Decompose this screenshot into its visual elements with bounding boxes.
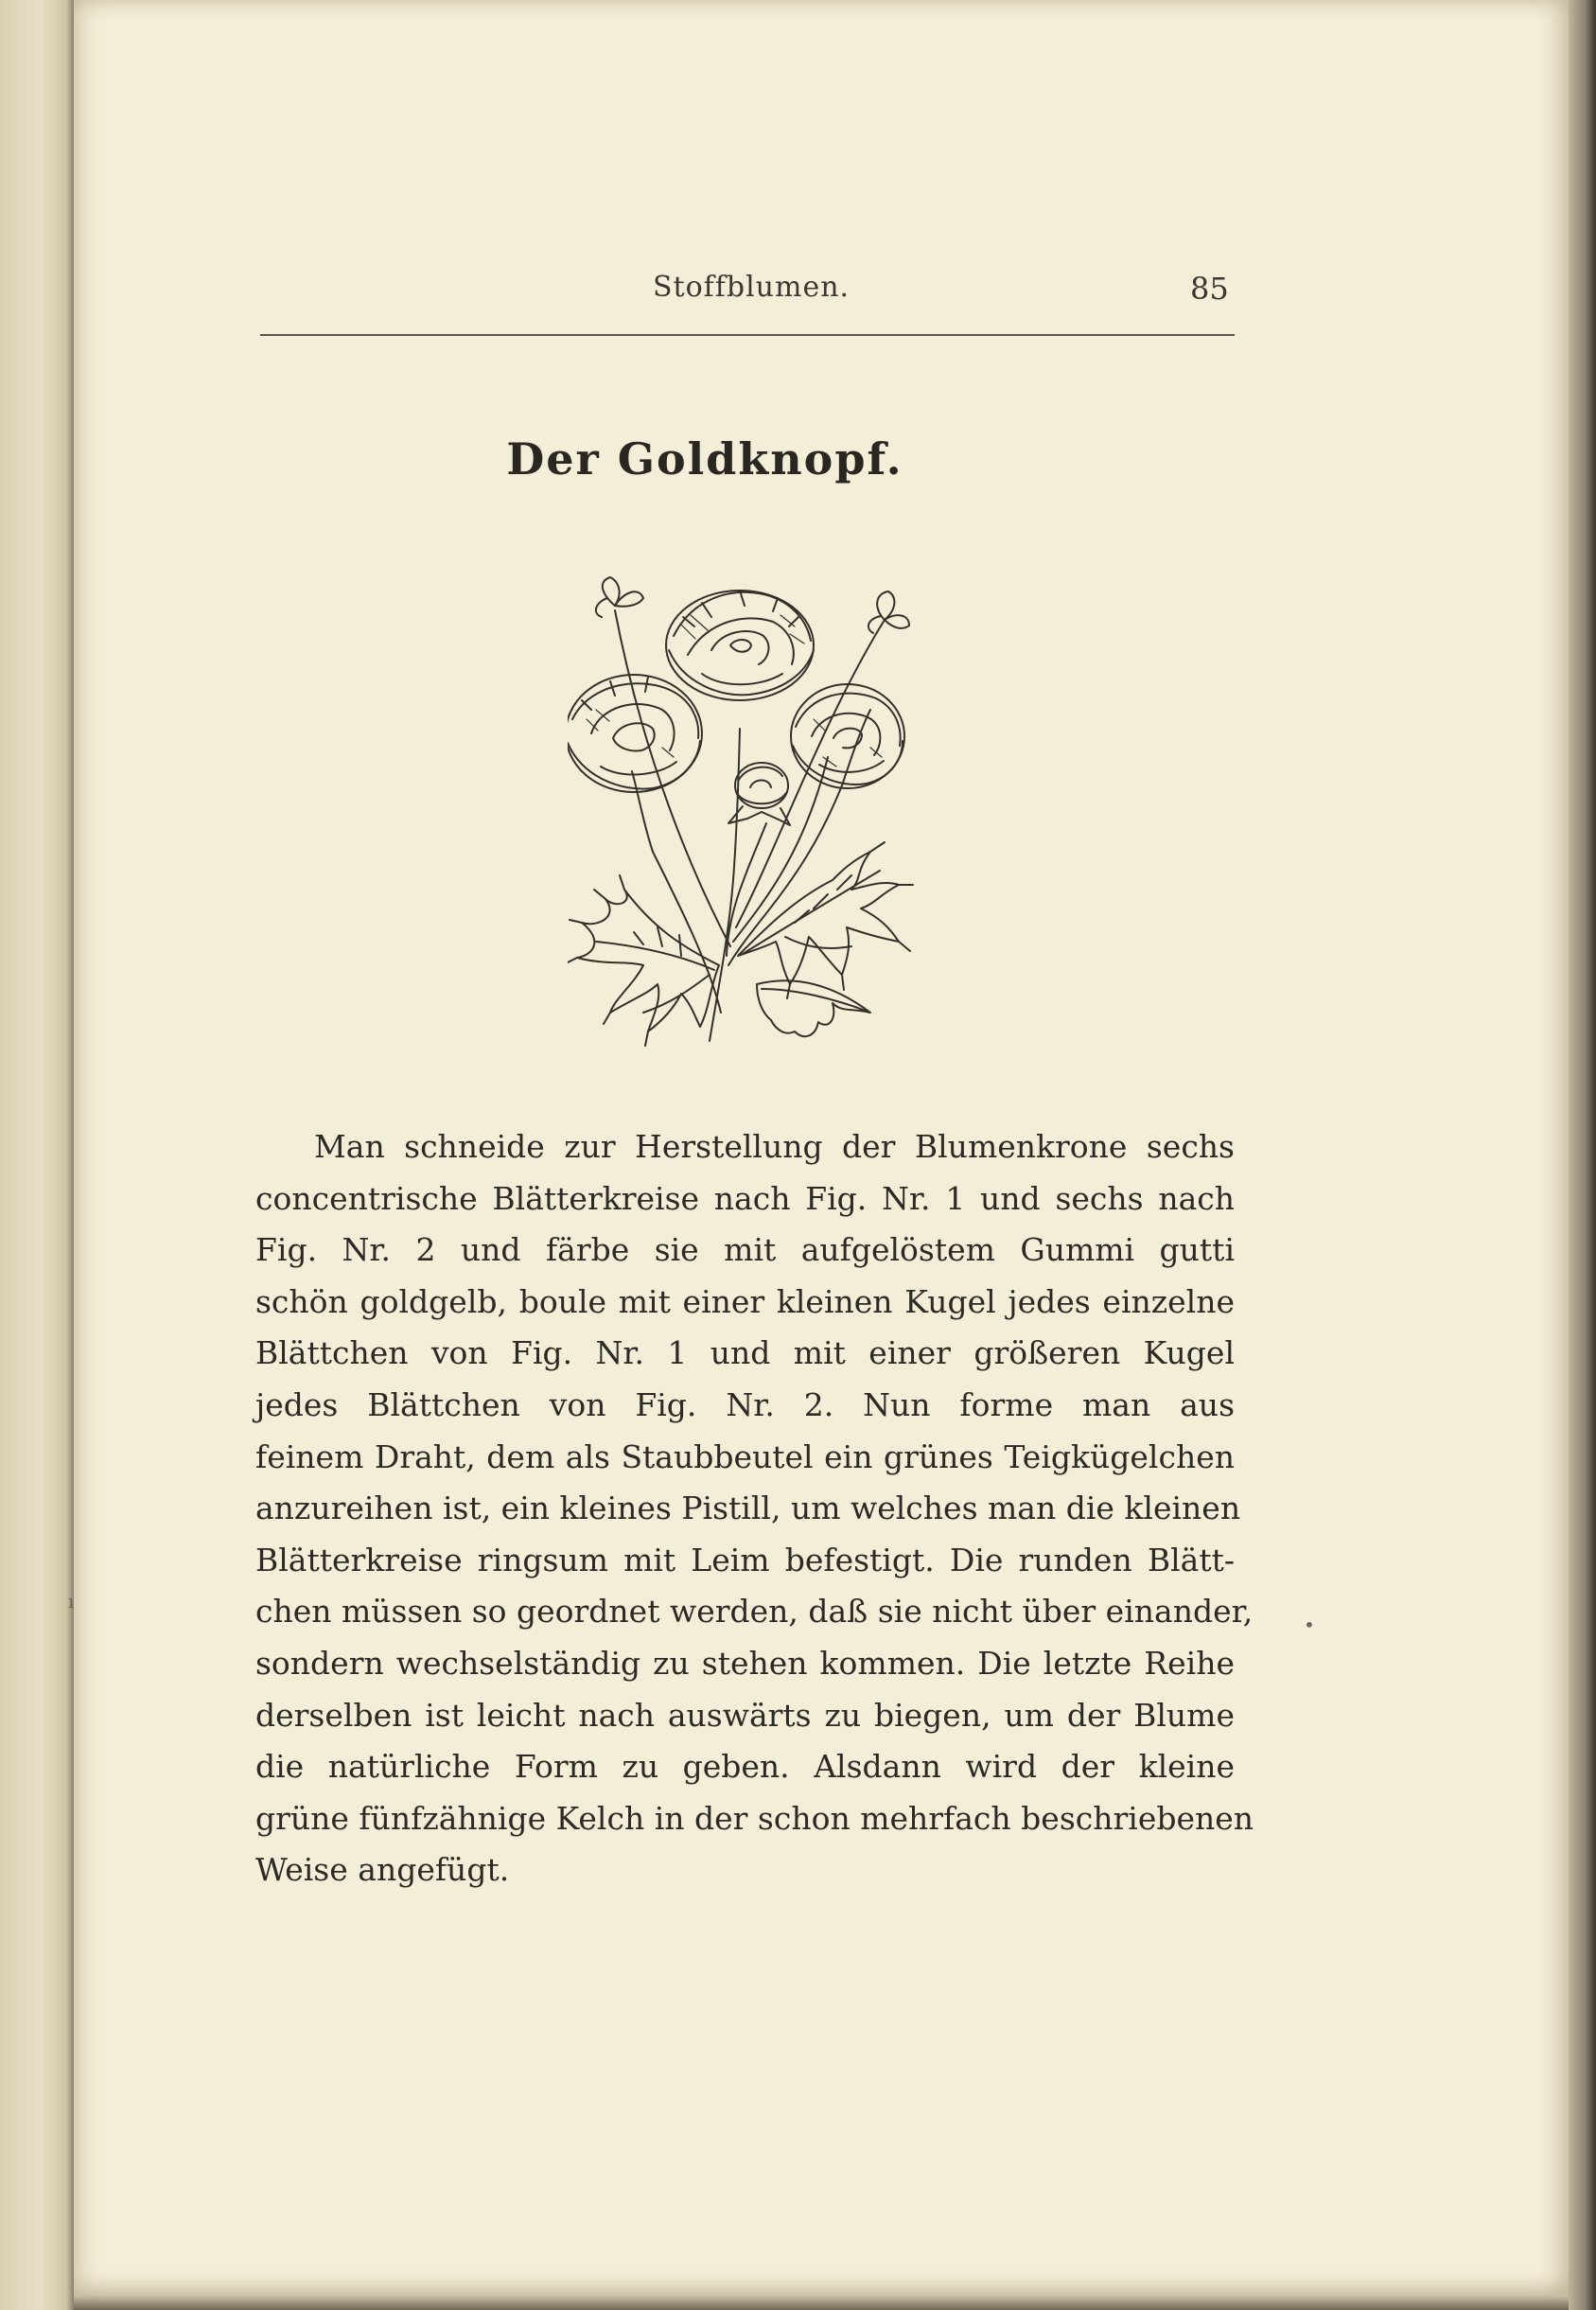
body-line: jedes Blättchen von Fig. Nr. 2. Nun forme man aus xyxy=(255,1385,1235,1423)
flower-engraving-icon xyxy=(568,568,927,1060)
body-line: Man schneide zur Herstellung der Blumenkrone sechs xyxy=(314,1128,1235,1165)
page-edge-right xyxy=(1569,0,1596,2310)
body-line: Fig. Nr. 2 und färbe sie mit aufgelöstem Gummi gutti xyxy=(255,1231,1235,1269)
margin-spot: • xyxy=(1304,1613,1315,1636)
body-line: concentrische Blätterkreise nach Fig. Nr. 1 und sechs nach xyxy=(255,1179,1235,1217)
body-line: Blättchen von Fig. Nr. 1 und mit einer größeren Kugel xyxy=(255,1334,1235,1372)
body-line: sondern wechselständig zu stehen kommen. Die letzte Reihe xyxy=(255,1644,1235,1682)
body-text xyxy=(255,1121,1254,1896)
page-number: 85 xyxy=(1190,271,1229,307)
body-line: grüne fünfzähnige Kelch in der schon mehrfach beschriebenen xyxy=(255,1799,1254,1837)
body-line: chen müssen so geordnet werden, daß sie nicht über einander, xyxy=(255,1593,1254,1631)
body-line: derselben ist leicht nach auswärts zu biegen, um der Blume xyxy=(255,1696,1235,1734)
body-line: anzureihen ist, ein kleines Pistill, um welches man die kleinen xyxy=(255,1490,1241,1527)
body-line: feinem Draht, dem als Staubbeutel ein grünes Teigkügelchen xyxy=(255,1437,1235,1475)
running-head: Stoffblumen. xyxy=(653,271,851,304)
page-edge-bottom xyxy=(74,2295,1569,2310)
body-line: die natürliche Form zu geben. Alsdann wird der kleine xyxy=(255,1748,1235,1786)
facing-page-edge xyxy=(0,0,74,2310)
body-line: Blätterkreise ringsum mit Leim befestigt. Die runden Blätt- xyxy=(255,1541,1235,1578)
margin-mark: ı xyxy=(68,1590,75,1613)
body-line: Weise angefügt. xyxy=(255,1851,510,1889)
section-title: Der Goldknopf. xyxy=(506,433,903,485)
header-rule xyxy=(260,334,1235,336)
body-line: schön goldgelb, boule mit einer kleinen Kugel jedes einzelne xyxy=(255,1282,1235,1320)
